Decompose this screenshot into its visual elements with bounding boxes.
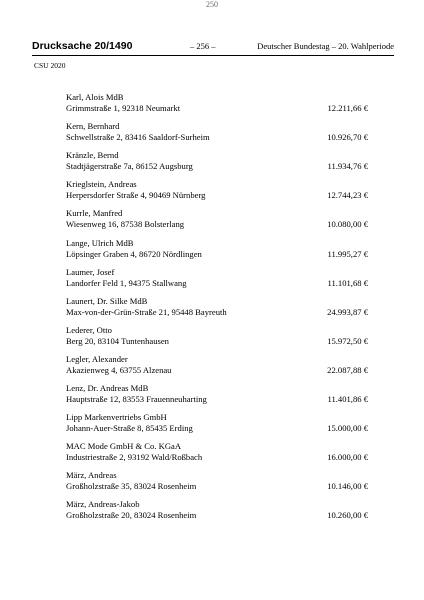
donation-amount: 11.101,68 € xyxy=(327,277,368,288)
donation-amount: 12.211,66 € xyxy=(327,103,368,113)
donor-entry xyxy=(66,499,370,521)
donor-address: Landorfer Feld 1, 94375 Stallwang xyxy=(66,277,187,288)
donation-amount: 10.080,00 € xyxy=(327,219,368,230)
donor-name: Launert, Dr. Silke MdB xyxy=(66,295,148,306)
donor-name: Lenz, Dr. Andreas MdB xyxy=(66,383,149,393)
donor-name: Lipp Markenvertriebs GmbH xyxy=(66,412,167,423)
donor-address: Berg 20, 83104 Tuntenhausen xyxy=(66,335,169,346)
donor-name: Kurrle, Manfred xyxy=(66,208,123,219)
source-label: Deutscher Bundestag – 20. Wahlperiode xyxy=(257,41,394,51)
document-number: Drucksache 20/1490 xyxy=(32,40,133,52)
donation-amount: 15.000,00 € xyxy=(327,423,368,434)
donation-amount: 11.995,27 € xyxy=(327,248,368,259)
donor-name: Legler, Alexander xyxy=(66,353,128,364)
donor-entry xyxy=(66,441,370,463)
donor-address: Großholzstraße 20, 83024 Rosenheim xyxy=(66,510,197,521)
donor-address: Hauptstraße 12, 83553 Frauenneuharting xyxy=(66,394,207,404)
donor-entry xyxy=(66,383,370,405)
page-number: – 256 – xyxy=(190,41,216,51)
donation-amount: 24.993,87 € xyxy=(327,306,368,317)
donor-name: Laumer, Josef xyxy=(66,266,115,277)
donor-name: Kern, Bernhard xyxy=(66,121,120,132)
donation-amount: 10.146,00 € xyxy=(327,481,368,492)
donor-entry xyxy=(66,412,370,434)
donor-address: Herpersdorfer Straße 4, 90469 Nürnberg xyxy=(66,190,206,201)
donor-entry xyxy=(66,296,370,318)
donor-name: Krieglstein, Andreas xyxy=(66,179,137,190)
top-page-mark: 250 xyxy=(206,0,218,9)
donor-entry xyxy=(66,121,370,143)
donor-address: Wiesenweg 16, 87538 Bolsterlang xyxy=(66,219,185,230)
donor-entry xyxy=(66,92,370,114)
donor-address: Johann-Auer-Straße 8, 85435 Erding xyxy=(66,423,193,434)
donation-amount: 12.744,23 € xyxy=(327,190,368,201)
donor-address: Löpsinger Graben 4, 86720 Nördlingen xyxy=(66,248,202,259)
donor-entry xyxy=(66,267,370,289)
donor-entry xyxy=(66,150,370,172)
donor-address: Max-von-der-Grün-Straße 21, 95448 Bayreuth xyxy=(66,306,227,317)
donor-entry xyxy=(66,179,370,201)
donation-amount: 10.260,00 € xyxy=(327,510,368,521)
donor-address: Stadtjägerstraße 7a, 86152 Augsburg xyxy=(66,161,193,172)
donor-entry xyxy=(66,354,370,376)
donor-entry xyxy=(66,208,370,230)
donor-name: MAC Mode GmbH & Co. KGaA xyxy=(66,441,182,452)
donor-address: Großholzstraße 35, 83024 Rosenheim xyxy=(66,481,197,492)
donor-address: Schwellstraße 2, 83416 Saaldorf-Surheim xyxy=(66,132,210,143)
donor-address: Akazienweg 4, 63755 Alzenau xyxy=(66,364,172,375)
donor-address: Grimmstraße 1, 92318 Neumarkt xyxy=(66,103,181,113)
donor-address: Industriestraße 2, 93192 Wald/Roßbach xyxy=(66,452,203,463)
donor-name: Kränzle, Bernd xyxy=(66,150,119,161)
donation-amount: 16.000,00 € xyxy=(327,452,368,463)
donation-amount: 22.087,88 € xyxy=(327,364,368,375)
donor-entry xyxy=(66,325,370,347)
party-label: CSU 2020 xyxy=(34,61,66,70)
donor-entry xyxy=(66,470,370,492)
donor-name: März, Andreas xyxy=(66,470,117,481)
donation-amount: 11.401,86 € xyxy=(327,394,368,404)
donation-amount: 11.934,76 € xyxy=(327,161,368,172)
donor-name: Lederer, Otto xyxy=(66,324,112,335)
donor-name: März, Andreas-Jakob xyxy=(66,499,140,510)
donor-entry xyxy=(66,238,370,260)
donation-amount: 15.972,50 € xyxy=(327,335,368,346)
donor-name: Lange, Ulrich MdB xyxy=(66,237,134,248)
donor-name: Karl, Alois MdB xyxy=(66,92,124,102)
donation-amount: 10.926,70 € xyxy=(327,132,368,143)
